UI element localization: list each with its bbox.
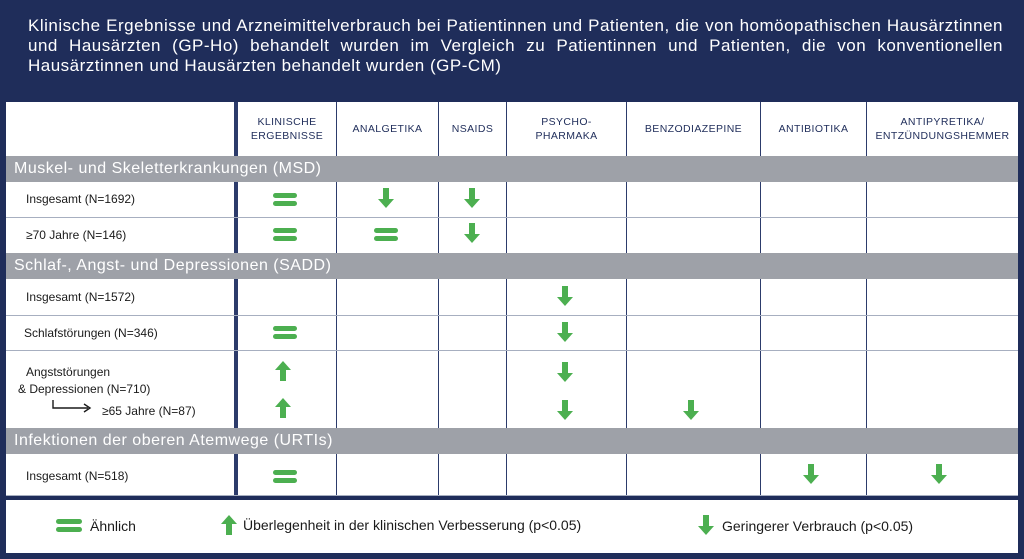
legend-equal-label: Ähnlich (90, 518, 136, 534)
row-divider (6, 350, 1018, 351)
row-label: Schlafstörungen (N=346) (24, 326, 158, 340)
col-header-psycho: PSYCHO-PHARMAKA (535, 116, 598, 142)
row-label: ≥65 Jahre (N=87) (102, 404, 196, 418)
row-label: & Depressionen (N=710) (18, 382, 151, 396)
arrow-up-icon (275, 398, 291, 418)
col-header-clinical: KLINISCHE ERGEBNISSE (250, 116, 324, 142)
arrow-down-icon (557, 322, 573, 342)
col-header-nsaids: NSAIDS (451, 123, 494, 135)
equal-icon (273, 470, 297, 484)
col-header-benzo: BENZODIAZEPINE (644, 123, 743, 135)
arrow-down-icon (378, 188, 394, 208)
section-urti: Infektionen der oberen Atemwege (URTIs) (6, 428, 1018, 454)
row-label: ≥70 Jahre (N=146) (26, 228, 127, 242)
legend-down-label: Geringerer Verbrauch (p<0.05) (722, 518, 914, 534)
equal-icon (374, 228, 398, 242)
equal-icon (273, 193, 297, 207)
arrow-up-icon (275, 361, 291, 381)
row-divider (6, 495, 1018, 496)
arrow-down-icon (683, 400, 699, 420)
col-header-antibiotika: ANTIBIOTIKA (778, 123, 849, 135)
arrow-down-icon (464, 188, 480, 208)
legend (6, 500, 1018, 553)
arrow-down-icon (803, 464, 819, 484)
subgroup-arrow-icon (52, 399, 94, 413)
row-label: Insgesamt (N=1572) (26, 290, 136, 304)
arrow-down-icon (931, 464, 947, 484)
row-divider (6, 217, 1018, 218)
section-msd: Muskel- und Skeletterkrankungen (MSD) (6, 156, 1018, 182)
legend-arrow-up-icon (221, 515, 237, 535)
col-header-antipyretika: ANTIPYRETIKA/ ENTZÜNDUNGSHEMMER (875, 116, 1010, 142)
equal-icon (273, 326, 297, 340)
arrow-down-icon (557, 400, 573, 420)
row-divider (6, 315, 1018, 316)
page-title: Klinische Ergebnisse und Arzneimittelverbrauch bei Patientinnen und Patienten, die von homöopathischen Hausärztinnen und Hausärzten (GP-Ho) behandelt wurden im Vergleich zu Patientinnen und Patienten, die von konventionellen Hausärztinnen und Hausärzten behandelt wurden (GP-CM) (28, 16, 1003, 75)
results-table (6, 102, 1018, 496)
col-header-analgetika: ANALGETIKA (352, 123, 423, 135)
row-label: Insgesamt (N=1692) (26, 192, 136, 206)
row-label: Angststörungen (26, 365, 111, 379)
arrow-down-icon (557, 286, 573, 306)
section-sadd: Schlaf-, Angst- und Depressionen (SADD) (6, 253, 1018, 279)
legend-equal-icon (56, 519, 82, 533)
equal-icon (273, 228, 297, 242)
arrow-down-icon (557, 362, 573, 382)
legend-arrow-down-icon (698, 515, 714, 535)
row-label: Insgesamt (N=518) (26, 469, 129, 483)
arrow-down-icon (464, 223, 480, 243)
legend-up-label: Überlegenheit in der klinischen Verbesserung (p<0.05) (243, 517, 582, 533)
